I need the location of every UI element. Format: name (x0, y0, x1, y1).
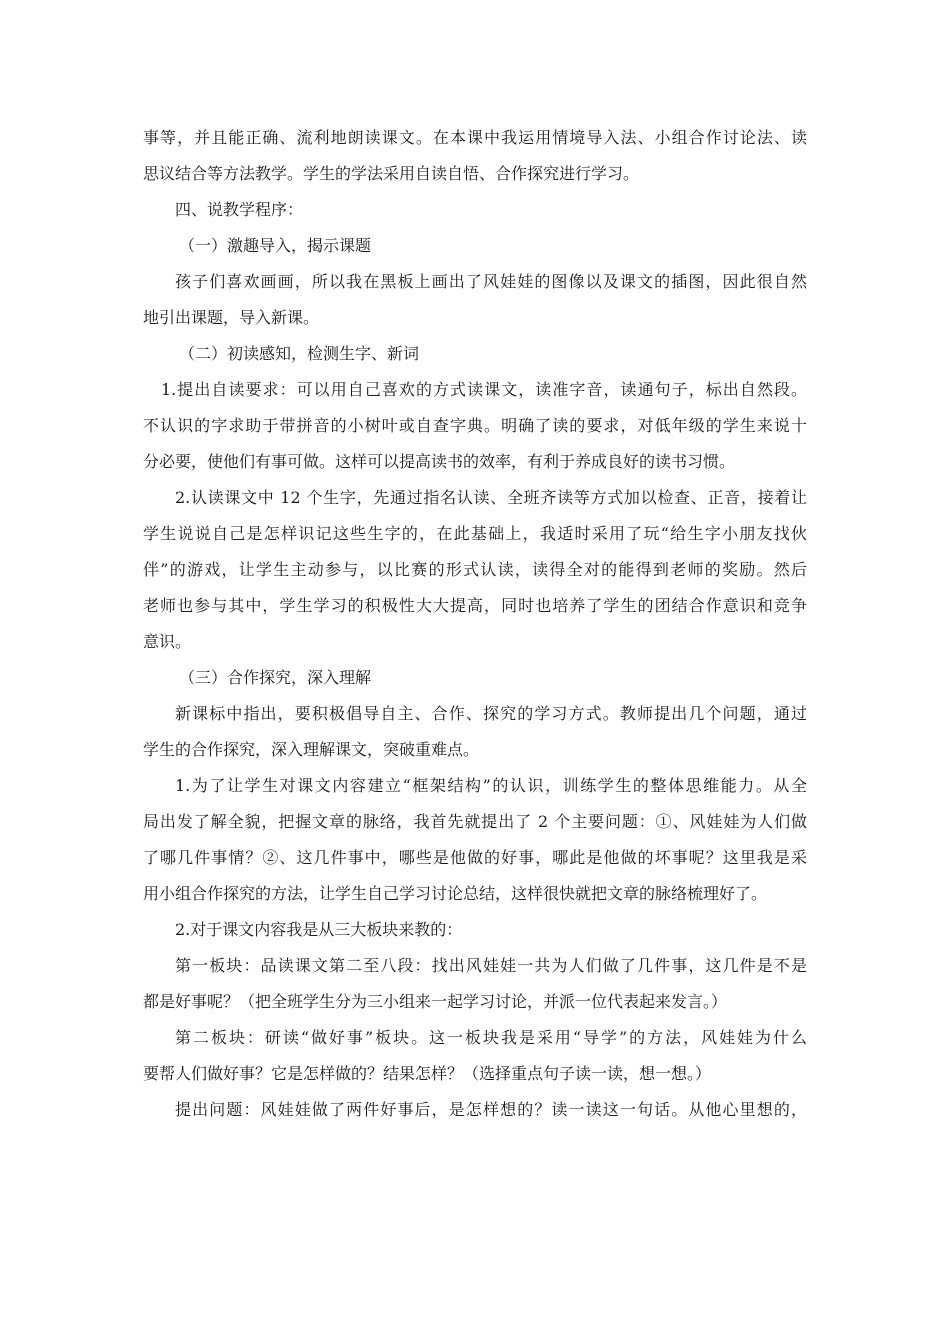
text-line: 都是好事呢？（把全班学生分为三小组来一起学习讨论，并派一位代表起来发言。） (143, 992, 728, 1011)
document-body (143, 120, 807, 1128)
text-line: 地引出课题，导入新课。 (143, 308, 320, 327)
text-line: 分必要，使他们有事可做。这样可以提高读书的效率，有利于养成良好的读书习惯。 (143, 452, 736, 471)
text-line: 1.提出自读要求：可以用自己喜欢的方式读课文，读准字音，读通句子，标出自然段。 (161, 380, 807, 399)
text-line: 思议结合等方法教学。学生的学法采用自读自悟、合作探究进行学习。 (143, 164, 640, 183)
text-line: 学生说说自己是怎样识记这些生字的，在此基础上，我适时采用了玩“给生字小朋友找伙 (143, 524, 807, 543)
text-line: 要帮人们做好事？它是怎样做的？结果怎样？（选择重点句子读一读，想一想。） (143, 1064, 712, 1083)
text-line: 用小组合作探究的方法，让学生自己学习讨论总结，这样很快就把文章的脉络梳理好了。 (143, 884, 768, 903)
text-line: 2.对于课文内容我是从三大板块来教的： (175, 920, 463, 939)
subsection-heading: （三）合作探究，深入理解 (179, 668, 372, 687)
text-line: 局出发了解全貌，把握文章的脉络，我首先就提出了 2 个主要问题：①、风娃娃为人们做 (143, 812, 807, 831)
section-heading: 四、说教学程序： (175, 200, 304, 219)
text-line: 第一板块：品读课文第二至八段：找出风娃娃一共为人们做了几件事，这几件是不是 (175, 956, 807, 975)
subsection-heading: （二）初读感知，检测生字、新词 (179, 344, 420, 363)
text-line: 提出问题：风娃娃做了两件好事后，是怎样想的？读一读这一句话。从他心里想的， (175, 1100, 807, 1119)
text-line: 第二板块：研读“做好事”板块。这一板块我是采用“导学”的方法，风娃娃为什么 (175, 1028, 807, 1047)
text-line: 1.为了让学生对课文内容建立“框架结构”的认识，训练学生的整体思维能力。从全 (175, 776, 807, 795)
text-line: 学生的合作探究，深入理解课文，突破重难点。 (143, 740, 480, 759)
text-line: 意识。 (143, 632, 192, 651)
subsection-heading: （一）激趣导入，揭示课题 (179, 236, 372, 255)
text-line: 了哪几件事情？②、这几件事中，哪些是他做的好事，哪此是他做的坏事呢？这里我是采 (143, 848, 807, 867)
text-line: 事等，并且能正确、流利地朗读课文。在本课中我运用情境导入法、小组合作讨论法、读 (143, 128, 807, 147)
text-line: 伴”的游戏，让学生主动参与，以比赛的形式认读，读得全对的能得到老师的奖励。然后 (143, 560, 807, 579)
text-line: 新课标中指出，要积极倡导自主、合作、探究的学习方式。教师提出几个问题，通过 (175, 704, 807, 723)
text-line: 2.认读课文中 12 个生字，先通过指名认读、全班齐读等方式加以检查、正音，接着让 (175, 488, 807, 507)
text-line: 孩子们喜欢画画，所以我在黑板上画出了风娃娃的图像以及课文的插图，因此很自然 (175, 272, 807, 291)
text-line: 不认识的字求助于带拼音的小树叶或自查字典。明确了读的要求，对低年级的学生来说十 (143, 416, 807, 435)
text-line: 老师也参与其中，学生学习的积极性大大提高，同时也培养了学生的团结合作意识和竞争 (143, 596, 807, 615)
